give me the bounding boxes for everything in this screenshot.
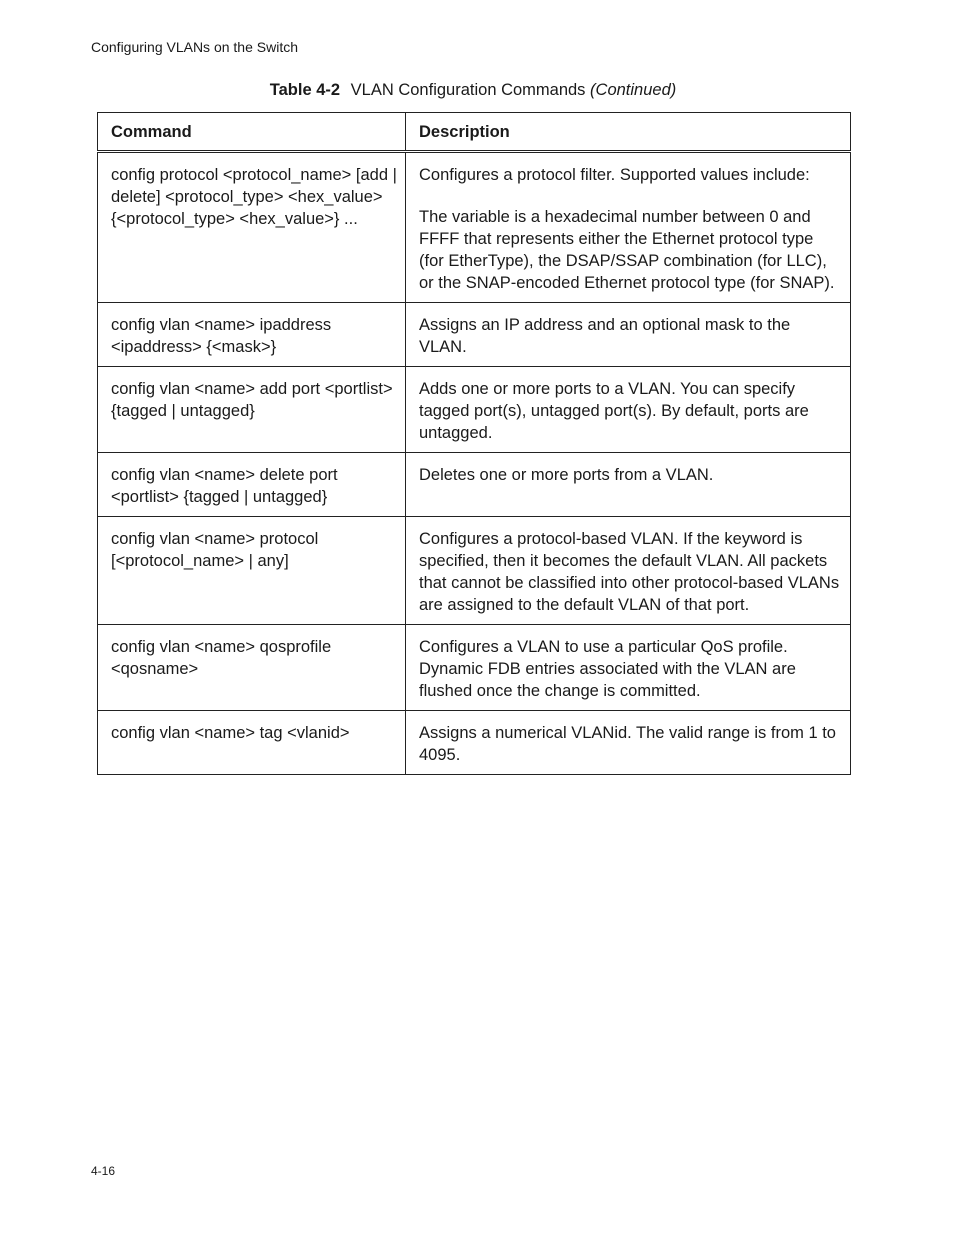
table-row [98, 367, 851, 453]
description-cell [406, 303, 851, 367]
table-row [98, 303, 851, 367]
description-text: Configures a VLAN to use a particular QoS profile. Dynamic FDB entries associated with the VLAN are flushed once the change is committed. [419, 638, 796, 700]
description-text: Configures a protocol filter. Supported values include: [419, 166, 810, 184]
description-cell [406, 711, 851, 775]
command-cell: config vlan <name> qosprofile <qosname> [98, 625, 406, 711]
command-cell: config vlan <name> delete port <portlist> {tagged | untagged} [98, 453, 406, 517]
description-text: Assigns a numerical VLANid. The valid range is from 1 to 4095. [419, 724, 836, 764]
description-text: Assigns an IP address and an optional mask to the VLAN. [419, 316, 791, 356]
description-cell [406, 625, 851, 711]
table-row [98, 711, 851, 775]
description-cell [406, 453, 851, 517]
description-cell [406, 517, 851, 625]
vlan-commands-table [97, 112, 851, 775]
description-cell [406, 152, 851, 303]
table-row [98, 453, 851, 517]
table-row [98, 152, 851, 303]
command-cell: config protocol <protocol_name> [add | delete] <protocol_type> <hex_value> {<protocol_type> <hex_value>} ... [98, 152, 406, 303]
description-text: Configures a protocol-based VLAN. If the keyword is specified, then it becomes the default VLAN. All packets that cannot be classified into other protocol-based VLANs are assigned to the default VLAN of that port. [419, 530, 840, 614]
table-row [98, 625, 851, 711]
command-cell: config vlan <name> protocol [<protocol_name> | any] [98, 517, 406, 625]
table-caption-title: VLAN Configuration Commands [350, 81, 586, 99]
command-cell: config vlan <name> tag <vlanid> [98, 711, 406, 775]
table-header-row [98, 113, 851, 152]
table-caption-continued: (Continued) [590, 81, 677, 99]
column-header-command: Command [98, 113, 406, 152]
description-text: Deletes one or more ports from a VLAN. [419, 466, 714, 484]
command-cell: config vlan <name> ipaddress <ipaddress> {<mask>} [98, 303, 406, 367]
column-header-description: Description [406, 113, 851, 152]
table-row [98, 517, 851, 625]
table-caption [0, 80, 946, 100]
page-number: 4-16 [91, 1164, 116, 1178]
command-cell: config vlan <name> add port <portlist> {tagged | untagged} [98, 367, 406, 453]
table-caption-label: Table 4-2 [269, 81, 341, 99]
description-text: Adds one or more ports to a VLAN. You can specify tagged port(s), untagged port(s). By default, ports are untagged. [419, 380, 809, 442]
running-header: Configuring VLANs on the Switch [91, 39, 298, 55]
description-cell [406, 367, 851, 453]
description-text: The variable is a hexadecimal number between 0 and FFFF that represents either the Ethernet protocol type (for EtherType), the DSAP/SSAP combination (for LLC), or the SNAP-encoded Ethernet protocol type (for SNAP). [419, 208, 835, 292]
